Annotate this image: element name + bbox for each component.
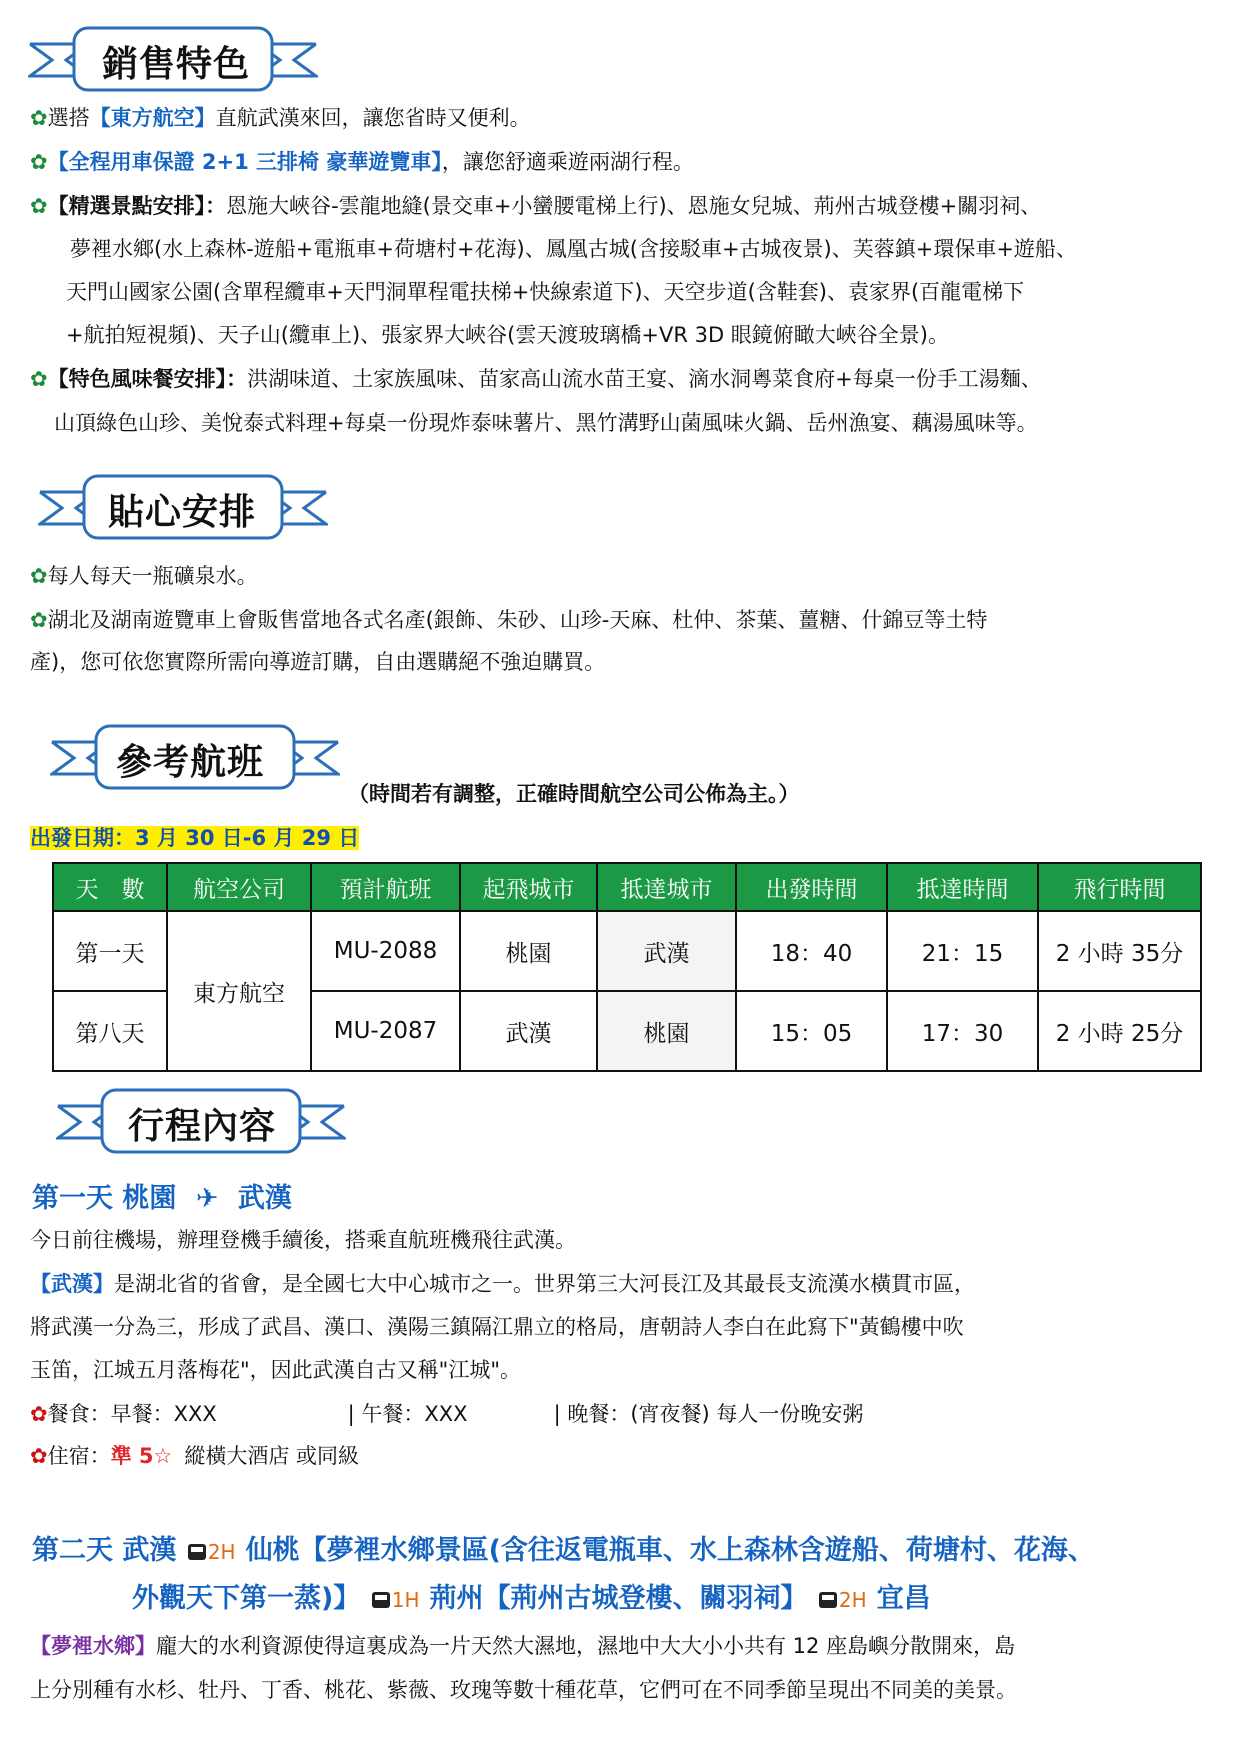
flower-icon: ✿: [30, 1444, 48, 1468]
care-line-2: ✿湖北及湖南遊覽車上會販售當地各式名產(銀飾、朱砂、山珍-天麻、杜仲、茶葉、薑糖、什錦豆等土特: [30, 608, 988, 632]
cell-flight: MU-2087: [311, 991, 460, 1071]
cell-arr: 21：15: [887, 911, 1038, 991]
bus-icon: [372, 1592, 390, 1608]
flight-table: [52, 862, 1202, 1072]
table-header: 抵達城市: [597, 863, 736, 911]
table-row: [53, 911, 1201, 991]
care-line-3: 產)，您可依您實際所需向導遊訂購，自由選購絕不強迫購買。: [30, 650, 606, 674]
section-title: 貼心安排: [108, 492, 257, 533]
sales-line-3: ✿【精選景點安排】：恩施大峽谷-雲龍地縫(景交車+小蠻腰電梯上行)、恩施女兒城、荊州古城登樓+關羽祠、: [30, 194, 1042, 218]
cell-from: 桃園: [460, 911, 597, 991]
cell-dur: 2 小時 25分: [1038, 991, 1201, 1071]
care-line-1: ✿每人每天一瓶礦泉水。: [30, 564, 258, 588]
day2-title-line-1: 第二天 武漢 2H 仙桃【夢裡水鄉景區(含往返電瓶車、水上森林含遊船、荷塘村、花海、: [32, 1535, 1095, 1566]
table-header-row: [53, 863, 1201, 911]
table-header: 飛行時間: [1038, 863, 1201, 911]
departure-date: 出發日期：3 月 30 日-6 月 29 日: [30, 826, 360, 850]
table-header: 預計航班: [311, 863, 460, 911]
flight-note: （時間若有調整，正確時間航空公司公佈為主。）: [348, 782, 800, 806]
flower-icon: ✿: [30, 1402, 48, 1426]
section-banner-itinerary: [56, 1084, 346, 1162]
plane-icon: ✈: [195, 1183, 219, 1214]
section-title: 行程內容: [128, 1106, 277, 1147]
day1-para-4: 玉笛，江城五月落梅花"，因此武漢自古又稱"江城"。: [30, 1358, 521, 1382]
section-banner-care: [38, 470, 328, 548]
bus-icon: [188, 1544, 206, 1560]
table-header: 天 數: [53, 863, 167, 911]
cell-dur: 2 小時 35分: [1038, 911, 1201, 991]
day1-para-2: 【武漢】是湖北省的省會，是全國七大中心城市之一。世界第三大河長江及其最長支流漢水橫貫市區，: [30, 1272, 975, 1296]
day2-para-2: 上分別種有水杉、牡丹、丁香、桃花、紫薇、玫瑰等數十種花草，它們可在不同季節呈現出不同美的美景。: [30, 1678, 1017, 1702]
cell-airline: 東方航空: [167, 911, 311, 1071]
bus-icon: [819, 1592, 837, 1608]
sales-line-1: ✿選搭【東方航空】直航武漢來回，讓您省時又便利。: [30, 106, 531, 130]
clover-icon: ✿: [30, 150, 48, 174]
day1-title: 第一天 桃園 ✈ 武漢: [32, 1183, 292, 1214]
clover-icon: ✿: [30, 564, 48, 588]
section-title: 參考航班: [116, 742, 265, 783]
cell-dep: 18：40: [736, 911, 887, 991]
clover-icon: ✿: [30, 106, 48, 130]
cell-flight: MU-2088: [311, 911, 460, 991]
day2-para-1: 【夢裡水鄉】龐大的水利資源使得這裏成為一片天然大濕地，濕地中大大小小共有 12 座島嶼分散開來，島: [30, 1634, 1016, 1658]
sales-line-6: +航拍短視頻)、天子山(纜車上)、張家界大峽谷(雲天渡玻璃橋+VR 3D 眼鏡俯瞰大峽谷全景)。: [66, 323, 949, 347]
cell-arr: 17：30: [887, 991, 1038, 1071]
table-header: 抵達時間: [887, 863, 1038, 911]
cell-dep: 15：05: [736, 991, 887, 1071]
clover-icon: ✿: [30, 367, 48, 391]
day2-title-line-2: 外觀天下第一蒸)】 1H 荊州【荊州古城登樓、關羽祠】 2H 宜昌: [132, 1583, 931, 1614]
section-banner-sales: [28, 22, 318, 100]
section-title: 銷售特色: [102, 44, 251, 85]
section-banner-flight: [50, 720, 340, 798]
day1-stay: ✿住宿：準 5☆ 縱橫大酒店 或同級: [30, 1444, 360, 1468]
cell-from: 武漢: [460, 991, 597, 1071]
sales-line-7: ✿【特色風味餐安排】：洪湖味道、土家族風味、苗家高山流水苗王宴、滴水洞粵菜食府+每桌一份手工湯麵、: [30, 367, 1042, 391]
cell-to: 武漢: [597, 911, 736, 991]
clover-icon: ✿: [30, 194, 48, 218]
day1-para-3: 將武漢一分為三，形成了武昌、漢口、漢陽三鎮隔江鼎立的格局，唐朝詩人李白在此寫下"黃鶴樓中吹: [30, 1315, 964, 1339]
cell-day: 第八天: [53, 991, 167, 1071]
sales-line-4: 夢裡水鄉(水上森林-遊船+電瓶車+荷塘村+花海)、鳳凰古城(含接駁車+古城夜景)、芙蓉鎮+環保車+遊船、: [70, 237, 1077, 261]
cell-day: 第一天: [53, 911, 167, 991]
day1-meals: ✿餐食：早餐：XXX | 午餐：XXX | 晚餐：(宵夜餐) 每人一份晚安粥: [30, 1402, 864, 1426]
day1-para-1: 今日前往機場，辦理登機手續後，搭乘直航班機飛往武漢。: [30, 1228, 576, 1252]
sales-line-2: ✿【全程用車保證 2+1 三排椅 豪華遊覽車】，讓您舒適乘遊兩湖行程。: [30, 150, 694, 174]
table-header: 航空公司: [167, 863, 311, 911]
sales-line-8: 山頂綠色山珍、美悅泰式料理+每桌一份現炸泰味薯片、黑竹溝野山菌風味火鍋、岳州漁宴、藕湯風味等。: [54, 411, 1038, 435]
table-header: 出發時間: [736, 863, 887, 911]
table-header: 起飛城市: [460, 863, 597, 911]
sales-line-5: 天門山國家公園(含單程纜車+天門洞單程電扶梯+快線索道下)、天空步道(含鞋套)、袁家界(百龍電梯下: [66, 280, 1025, 304]
clover-icon: ✿: [30, 608, 48, 632]
cell-to: 桃園: [597, 991, 736, 1071]
